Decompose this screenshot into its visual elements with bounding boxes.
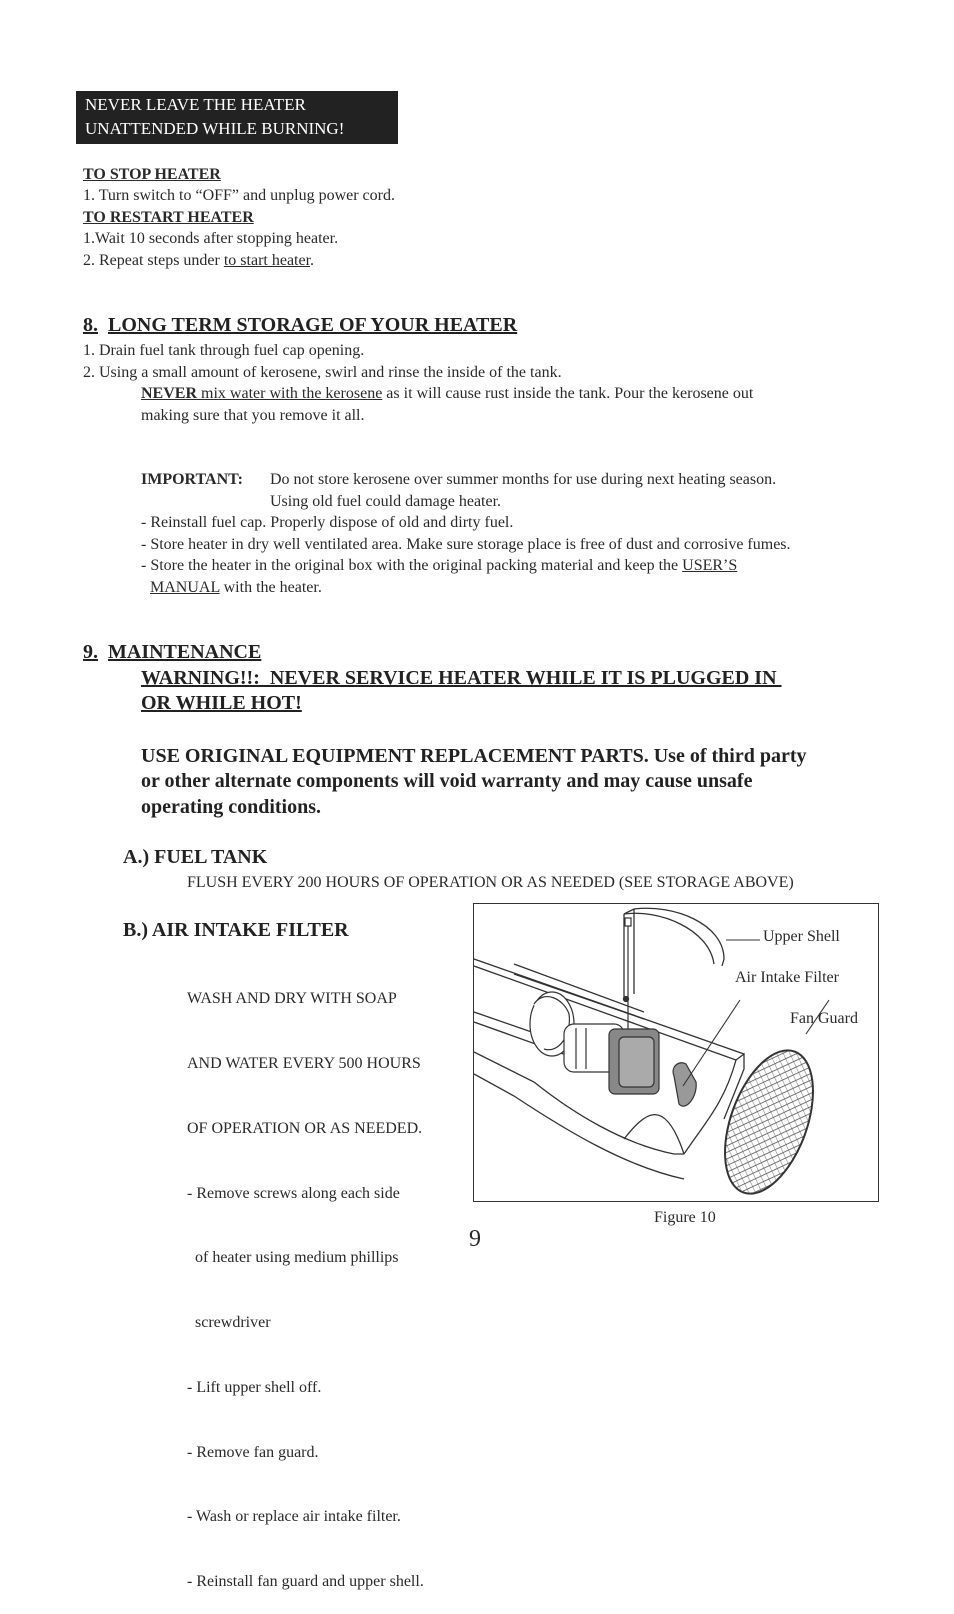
filter-line: screwdriver — [187, 1314, 271, 1332]
restart-step-1: 1.Wait 10 seconds after stopping heater. — [83, 230, 339, 247]
filter-line: WASH AND DRY WITH SOAP — [187, 990, 397, 1008]
never-mix-line — [141, 383, 753, 404]
fan-guard-label: Fan Guard — [790, 1010, 858, 1027]
parts-line-2: or other alternate components will void warranty and may cause unsafe — [141, 770, 753, 792]
filter-title: B.) AIR INTAKE FILTER — [123, 919, 349, 941]
parts-line-1: USE ORIGINAL EQUIPMENT REPLACEMENT PARTS. Use of third party — [141, 745, 807, 767]
heater-illustration — [474, 904, 878, 1201]
air-intake-filter-label: Air Intake Filter — [735, 969, 839, 986]
storage-bullet-1: - Reinstall fuel cap. Properly dispose of old and dirty fuel. — [141, 514, 514, 531]
warning-line-2: UNATTENDED WHILE BURNING! — [85, 119, 345, 138]
never-tail: as it will cause rust inside the tank. Pour the kerosene out — [382, 385, 754, 402]
fuel-tank-title: A.) FUEL TANK — [123, 846, 268, 868]
storage-bullet-2: - Store heater in dry well ventilated area. Make sure storage place is free of dust and corrosive fumes. — [141, 536, 791, 553]
important-line-1: Do not store kerosene over summer months for use during next heating season. — [270, 471, 777, 488]
storage-step-2: 2. Using a small amount of kerosene, swirl and rinse the inside of the tank. — [83, 364, 562, 381]
stop-step-1: 1. Turn switch to “OFF” and unplug power cord. — [83, 187, 395, 204]
storage-heading — [83, 314, 517, 337]
maintenance-heading — [83, 641, 261, 664]
storage-step-1: 1. Drain fuel tank through fuel cap opening. — [83, 342, 365, 359]
fan-motor — [530, 992, 659, 1094]
filter-line: - Wash or replace air intake filter. — [187, 1508, 401, 1526]
maintenance-warning-line-2: OR WHILE HOT! — [141, 692, 302, 714]
restart-step-2 — [83, 250, 314, 271]
filter-line: OF OPERATION OR AS NEEDED. — [187, 1119, 423, 1137]
important-line-2: Using old fuel could damage heater. — [270, 493, 502, 510]
start-heater-link[interactable]: to start heater — [223, 252, 311, 269]
figure-10 — [473, 903, 879, 1202]
storage-bullet-3-prefix: - Store the heater in the original box with the original packing material and keep the — [141, 557, 683, 574]
maintenance-title: MAINTENANCE — [108, 641, 262, 663]
restart-step-2-suffix: . — [310, 252, 315, 269]
restart-heater-heading: TO RESTART HEATER — [83, 209, 254, 226]
storage-number: 8. — [83, 314, 98, 336]
page-number: 9 — [469, 1226, 481, 1252]
fan-guard-part — [708, 1039, 831, 1201]
filter-line: AND WATER EVERY 500 HOURS — [187, 1054, 421, 1072]
never-rest: mix water with the kerosene — [197, 385, 383, 402]
maintenance-number: 9. — [83, 641, 98, 663]
upper-shell-label: Upper Shell — [763, 928, 840, 945]
never-mix-line-2: making sure that you remove it all. — [141, 407, 365, 424]
warning-box — [76, 91, 398, 144]
storage-title: LONG TERM STORAGE OF YOUR HEATER — [108, 314, 518, 336]
parts-line-3: operating conditions. — [141, 796, 322, 818]
storage-bullet-3-cont — [150, 577, 322, 598]
filter-instructions — [187, 945, 424, 1614]
storage-bullet-3 — [141, 555, 737, 576]
figure-caption: Figure 10 — [654, 1209, 716, 1226]
warning-line-1: NEVER LEAVE THE HEATER — [85, 95, 306, 114]
filter-line: of heater using medium phillips — [187, 1249, 399, 1267]
never-word: NEVER — [141, 385, 198, 402]
filter-line: - Remove screws along each side — [187, 1184, 400, 1202]
stop-heater-heading: TO STOP HEATER — [83, 166, 221, 183]
fuel-tank-text: FLUSH EVERY 200 HOURS OF OPERATION OR AS NEEDED (SEE STORAGE ABOVE) — [187, 874, 794, 891]
important-label: IMPORTANT: — [141, 471, 243, 488]
storage-bullet-3-suffix: with the heater. — [219, 579, 322, 596]
users-manual-link-1[interactable]: USER’S — [682, 557, 738, 574]
filter-line: - Remove fan guard. — [187, 1443, 319, 1461]
restart-step-2-prefix: 2. Repeat steps under — [83, 252, 224, 269]
users-manual-link-2[interactable]: MANUAL — [150, 579, 220, 596]
filter-line: - Lift upper shell off. — [187, 1378, 322, 1396]
maintenance-warning-line-1: WARNING!!: NEVER SERVICE HEATER WHILE IT IS PLUGGED IN — [141, 667, 782, 689]
filter-line: - Reinstall fan guard and upper shell. — [187, 1573, 424, 1591]
